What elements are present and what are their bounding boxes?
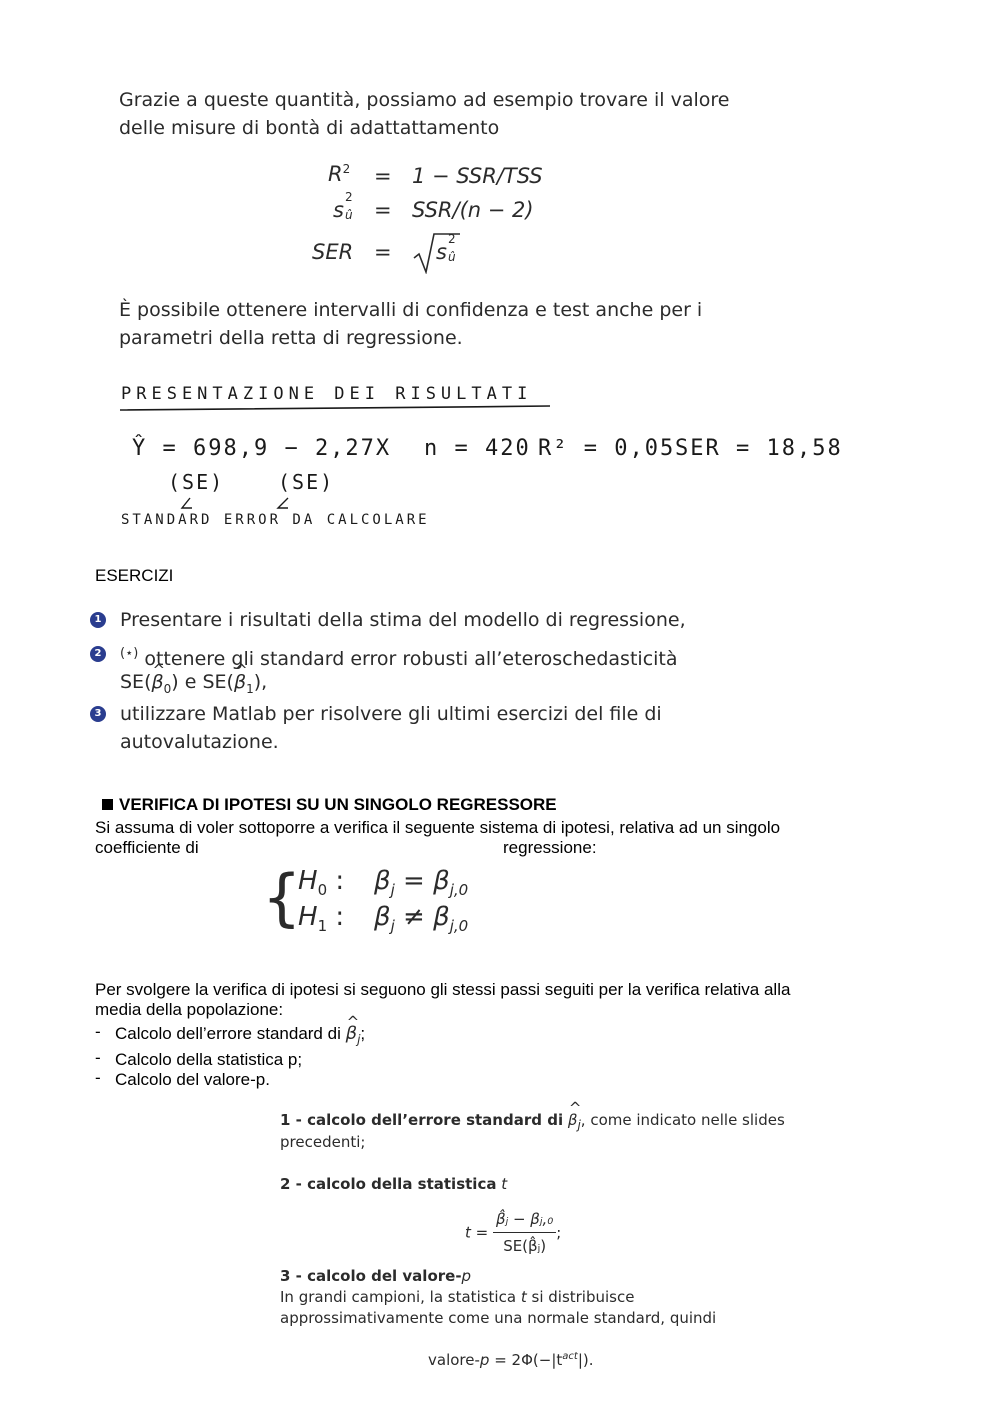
step-3: - Calcolo del valore-p. (95, 1068, 270, 1089)
esercizio-2-line-2: SE(^ $\beta_0$) e SE(^ $\beta_1$), (120, 668, 267, 703)
h1-expression: $\beta_j \ne \beta_{j,0}$ (374, 902, 469, 936)
bullet-1-icon: 1 (90, 612, 106, 628)
handwritten-se-1: (SE) (168, 470, 225, 494)
h1-label: $H_1$ : (298, 902, 345, 936)
slide-intro (119, 86, 819, 142)
handwritten-note: STANDARD ERROR DA CALCOLARE (121, 512, 430, 528)
t-statistic-formula: t = $\frac{\text{β̂ⱼ − βⱼ,₀}}{\text{SE(β̂ⱼ)}}$ ; (465, 1210, 562, 1255)
handwritten-ser: SER = 18,58 (675, 436, 843, 461)
p-value-formula: valore-p = $2\Phi(-|t^{act}|)$. (428, 1351, 594, 1369)
verifica-heading: VERIFICA DI IPOTESI SU UN SINGOLO REGRESSORE (102, 795, 557, 815)
eq-ser-sqrt: s 2 û (412, 232, 462, 280)
esercizio-2: (⋆) ottenere gli standard error robusti all’eteroschedasticità (120, 646, 678, 670)
esercizio-3: utilizzare Matlab per risolvere gli ultimi esercizi del file di (120, 703, 662, 725)
step-2: - Calcolo della statistica p; (95, 1048, 303, 1069)
ci-line-2: parametri della retta di regressione. (119, 327, 463, 349)
slide2-step-3-line-1: In grandi campioni, la statistica t si distribuisce (280, 1288, 635, 1306)
eq-r2-rhs: 1 − SSR/TSS (412, 164, 543, 188)
eq-r2-lhs: $R^2$ (328, 162, 351, 186)
intro-line-1: Grazie a queste quantità, possiamo ad esempio trovare il valore (119, 89, 730, 111)
handwritten-n: n = 420 (424, 436, 531, 461)
procedure-para-2: media della popolazione: (95, 1000, 284, 1019)
slide-ci-text (119, 296, 819, 352)
esercizio-1: Presentare i risultati della stima del modello di regressione, (120, 609, 686, 631)
brace-icon: { (262, 861, 302, 934)
eq-ser-equals: = (374, 240, 392, 264)
slide2-step-2: 2 - calcolo della statistica t (280, 1175, 508, 1193)
eq-ser-lhs: SER (312, 240, 354, 264)
handwritten-se-2: (SE) (278, 470, 335, 494)
h0-label: $H_0$ : (298, 866, 345, 900)
eq-s2-rhs: SSR/(n − 2) (412, 198, 534, 222)
esercizio-3-line-2: autovalutazione. (120, 731, 279, 753)
handwritten-underline (118, 402, 554, 414)
bullet-3-icon: 3 (90, 706, 106, 722)
verifica-intro-line-2a: coefficiente di (95, 838, 199, 857)
verifica-intro-line-1: Si assuma di voler sottoporre a verifica il seguente sistema di ipotesi, relativa ad un singolo (95, 818, 781, 837)
handwritten-equation: Ŷ = 698,9 − 2,27X (132, 436, 392, 461)
eq-s2-lhs: s 2 û (333, 190, 353, 222)
slide2-step-1-line-2: precedenti; (280, 1133, 366, 1151)
handwritten-title: PRESENTAZIONE DEI RISULTATI (121, 384, 533, 404)
step-1: - Calcolo dell’errore standard di ^ $\beta_j$; (95, 1022, 595, 1048)
hypothesis-system (262, 861, 502, 940)
h0-expression: $\beta_j = \beta_{j,0}$ (374, 866, 469, 900)
eq-r2-equals: = (374, 164, 392, 188)
procedure-steps (95, 1022, 595, 1088)
slide2-step-3-line-2: approssimativamente come una normale standard, quindi (280, 1309, 717, 1327)
square-bullet-icon (102, 799, 113, 810)
eq-s2-equals: = (374, 198, 392, 222)
slide2-step-1: 1 - calcolo dell’errore standard di ^ $\beta_j$, come indicato nelle slides (280, 1109, 780, 1136)
intro-line-2: delle misure di bontà di adattattamento (119, 117, 500, 139)
ci-line-1: È possibile ottenere intervalli di confidenza e test anche per i (119, 299, 703, 321)
esercizi-heading: ESERCIZI (95, 566, 174, 585)
procedure-para-1: Per svolgere la verifica di ipotesi si seguono gli stessi passi seguiti per la verifica relativa alla (95, 980, 791, 999)
handwritten-r2: R² = 0,05 (538, 436, 676, 461)
goodness-of-fit-equations (300, 160, 620, 280)
slide2-step-3: 3 - calcolo del valore-p (280, 1267, 472, 1285)
verifica-intro-line-2b: regressione: (503, 838, 597, 857)
t-fraction: $\frac{\text{β̂ⱼ − βⱼ,₀}}{\text{SE(β̂ⱼ)}}$ (493, 1208, 556, 1257)
bullet-2-icon: 2 (90, 646, 106, 662)
